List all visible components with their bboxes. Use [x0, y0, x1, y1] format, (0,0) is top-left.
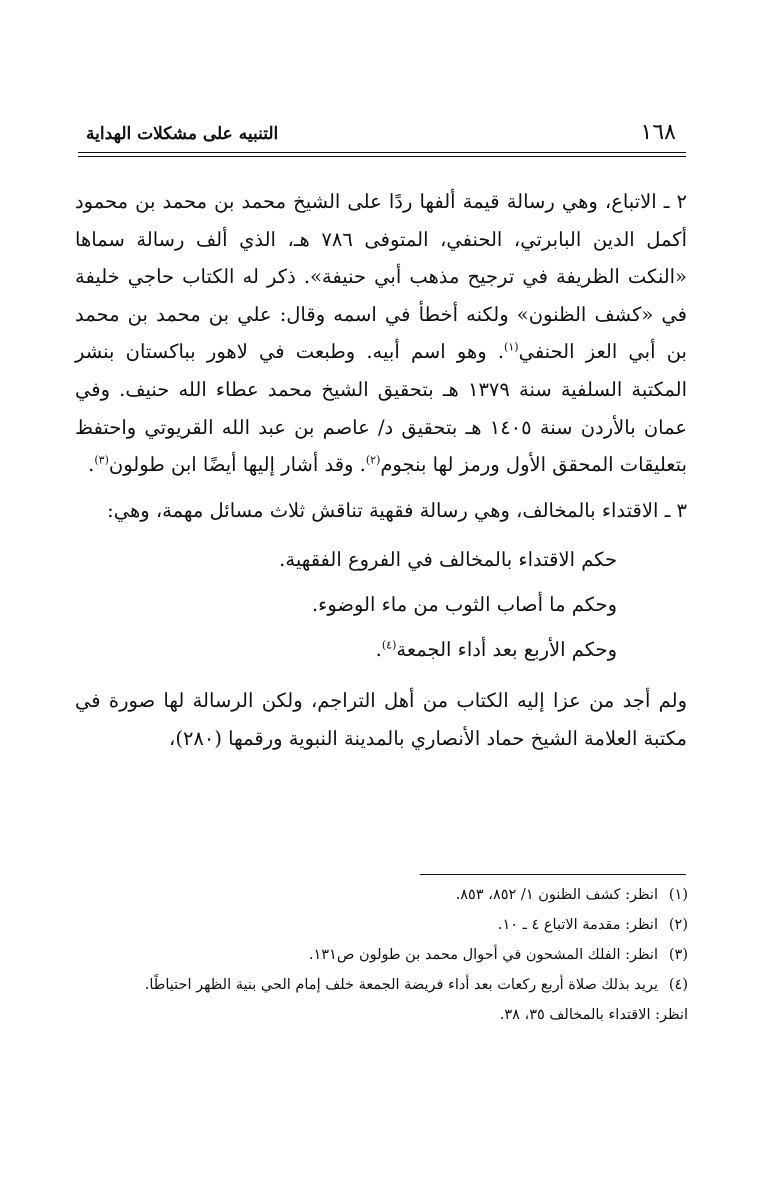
- header-rule-bottom: [78, 156, 686, 157]
- list-item: حكم الاقتداء بالمخالف في الفروع الفقهية.: [279, 548, 617, 572]
- footnote-ref-3: (٣): [94, 453, 109, 467]
- footnote-ref-4: (٤): [381, 638, 397, 652]
- footnote-separator: [420, 874, 686, 875]
- paragraph-iqtida: ٣ ـ الاقتداء بالمخالف، وهي رسالة فقهية تناقش ثلاث مسائل مهمة، وهي:: [107, 498, 687, 522]
- header-rule-top: [78, 152, 686, 153]
- footnote-1: (١) انظر: كشف الظنون ١/ ٨٥٢، ٨٥٣.: [455, 887, 688, 903]
- page-number: ١٦٨: [640, 120, 676, 145]
- paragraph-manuscript: ولم أجد من عزا إليه الكتاب من أهل التراجم، ولكن الرسالة لها صورة في مكتبة العلامة الشيخ حماد الأنصاري بالمدينة النبوية ورقمها (٢٨٠)،: [75, 689, 687, 750]
- footnotes: [80, 880, 688, 1030]
- footnote-2: (٢) انظر: مقدمة الاتباع ٤ ـ ١٠.: [497, 917, 688, 933]
- list-item: وحكم الأربع بعد أداء الجمعة$^{(٤)}$.: [375, 638, 617, 662]
- footnote-4-continuation: انظر: الاقتداء بالمخالف ٣٥، ٣٨.: [499, 1007, 688, 1023]
- footnote-ref-2: (٢): [365, 453, 381, 467]
- list-item: وحكم ما أصاب الثوب من ماء الوضوء.: [311, 593, 617, 617]
- footnote-4: (٤) يريد بذلك صلاة أربع ركعات بعد أداء فريضة الجمعة خلف إمام الحي بنية الظهر احتياطًا.: [144, 977, 688, 993]
- footnote-ref-1: (١): [504, 340, 519, 354]
- running-title: التنبيه على مشكلات الهداية: [86, 124, 279, 144]
- footnote-3: (٣) انظر: الفلك المشحون في أحوال محمد بن طولون ص١٣١.: [308, 947, 688, 963]
- main-text: [75, 183, 687, 758]
- running-header: [80, 118, 680, 152]
- paragraph-ittiba: ٢ ـ الاتباع، وهي رسالة قيمة ألفها ردًا على الشيخ محمد بن محمد بن محمود أكمل الدين البابرتي، الحنفي، المتوفى ٧٨٦ هـ، الذي ألف رسالة سماها «النكت الظريفة في ترجيح مذهب أبي حنيفة». ذكر له الكتاب حاجي خليفة في «كشف الظنون» ولكنه أخطأ في اسمه وقال: علي بن محمد بن محمد بن أبي العز الحنفي$^{(١)}$. وهو اسم أبيه. وطبعت في لاهور بباكستان بنشر المكتبة السلفية سنة ١٣٧٩ هـ بتحقيق الشيخ محمد عطاء الله حنيف. وفي عمان بالأردن سنة ١٤٠٥ هـ بتحقيق د/ عاصم بن عبد الله القريوتي واحتفظ بتعليقات المحقق الأول ورمز لها بنجوم$^{(٢)}$. وقد أشار إليها أيضًا ابن طولون$^{(٣)}$.: [75, 190, 687, 477]
- issues-list: [75, 537, 687, 672]
